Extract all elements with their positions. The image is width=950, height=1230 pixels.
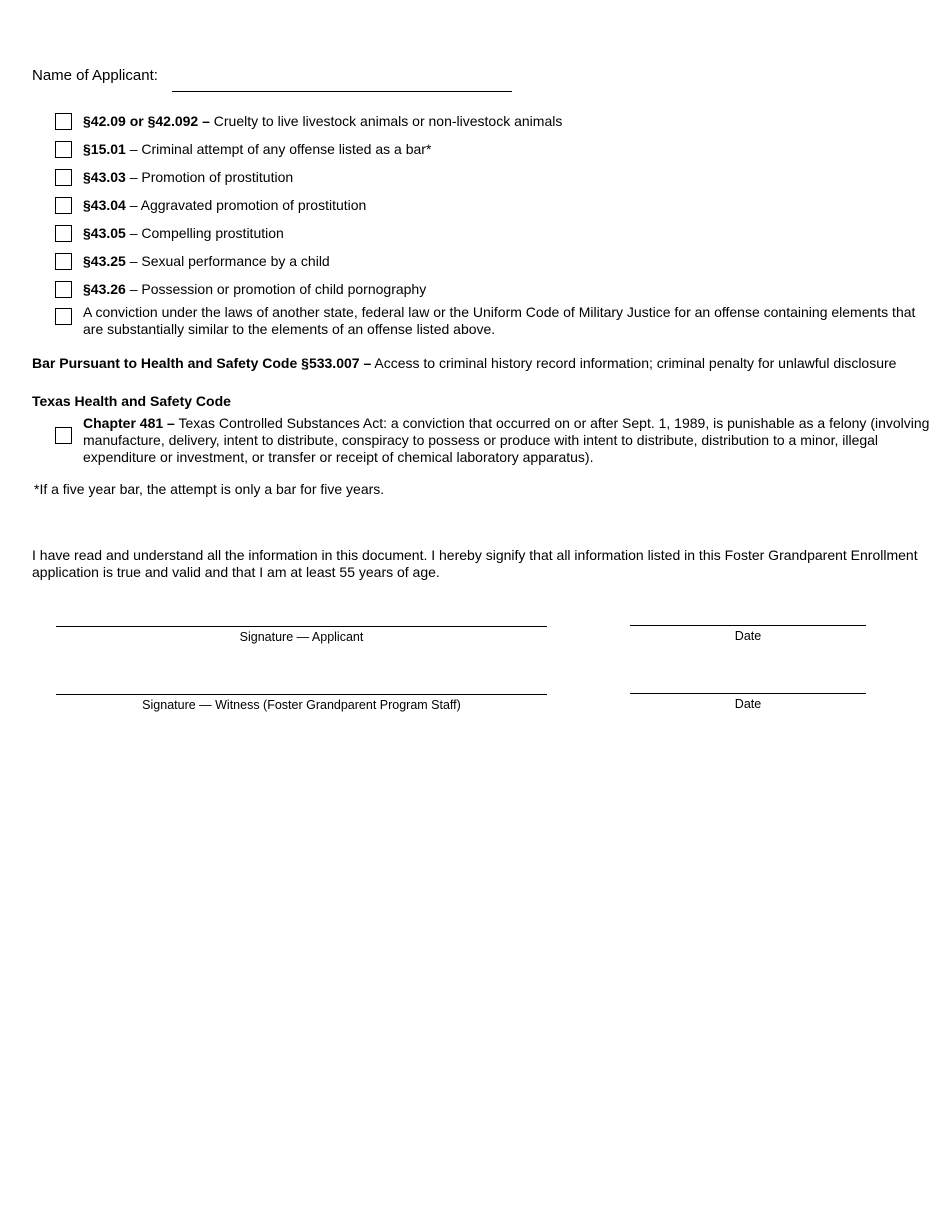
offense-description: – Compelling prostitution [129, 225, 284, 241]
offense-checkbox[interactable] [55, 113, 72, 130]
bar-pursuant-paragraph [32, 355, 922, 372]
applicant-date-line[interactable] [630, 625, 866, 626]
offense-row [55, 169, 935, 186]
bar-pursuant-text: Access to criminal history record information; criminal penalty for unlawful disclosure [374, 355, 897, 371]
other-conviction-checkbox[interactable] [55, 308, 72, 325]
chapter-481-description: Texas Controlled Substances Act: a conviction that occurred on or after Sept. 1, 1989, is punishable as a felony (involving manufacture, delivery, intent to distribute, conspiracy to possess or produce with intent to distribute, distribution to a minor, illegal expenditure or investment, or transfer or receipt of chemical laboratory apparatus). [83, 415, 930, 465]
other-conviction-row [55, 304, 935, 338]
offense-row [55, 141, 935, 158]
other-conviction-text: A conviction under the laws of another state, federal law or the Uniform Code of Military Justice for an offense containing elements that are substantially similar to the elements of an offense listed above. [83, 304, 916, 337]
applicant-signature-line[interactable] [56, 626, 547, 627]
offense-row [55, 281, 935, 298]
offense-description: – Sexual performance by a child [129, 253, 330, 269]
offense-checkbox[interactable] [55, 225, 72, 242]
offense-code: §15.01 [83, 141, 126, 157]
attestation-statement: I have read and understand all the information in this document. I hereby signify that all information listed in this Foster Grandparent Enrollment application is true and valid and that I am at least 55 years of age. [32, 547, 918, 580]
witness-signature-label: Signature — Witness (Foster Grandparent Program Staff) [142, 698, 461, 712]
offense-description: – Aggravated promotion of prostitution [129, 197, 367, 213]
offense-row [55, 113, 935, 130]
offense-row [55, 253, 935, 270]
offense-checkbox[interactable] [55, 281, 72, 298]
offense-code: §42.09 or §42.092 – [83, 113, 210, 129]
offense-code: §43.05 [83, 225, 126, 241]
witness-signature-line[interactable] [56, 694, 547, 695]
offense-checkbox[interactable] [55, 169, 72, 186]
offense-description: – Criminal attempt of any offense listed as a bar* [129, 141, 432, 157]
applicant-date-label: Date [734, 629, 762, 643]
chapter-481-code: Chapter 481 – [83, 415, 175, 431]
bar-pursuant-heading: Bar Pursuant to Health and Safety Code §533.007 – [32, 355, 372, 371]
offense-description: Cruelty to live livestock animals or non-livestock animals [213, 113, 563, 129]
offense-checkbox[interactable] [55, 141, 72, 158]
applicant-name-label: Name of Applicant: [32, 67, 158, 84]
texas-code-heading: Texas Health and Safety Code [32, 393, 231, 409]
offense-code: §43.04 [83, 197, 126, 213]
chapter-481-row [55, 415, 935, 466]
applicant-signature-label: Signature — Applicant [239, 630, 364, 644]
offense-description: – Possession or promotion of child pornography [129, 281, 427, 297]
offense-checkbox[interactable] [55, 197, 72, 214]
offense-row [55, 225, 935, 242]
offense-checkbox[interactable] [55, 253, 72, 270]
offense-code: §43.26 [83, 281, 126, 297]
witness-date-line[interactable] [630, 693, 866, 694]
applicant-name-field[interactable] [172, 91, 512, 92]
witness-date-label: Date [734, 697, 762, 711]
offense-description: – Promotion of prostitution [129, 169, 294, 185]
offense-row [55, 197, 935, 214]
chapter-481-checkbox[interactable] [55, 427, 72, 444]
offense-code: §43.03 [83, 169, 126, 185]
offense-code: §43.25 [83, 253, 126, 269]
five-year-footnote: *If a five year bar, the attempt is only a bar for five years. [34, 481, 385, 497]
